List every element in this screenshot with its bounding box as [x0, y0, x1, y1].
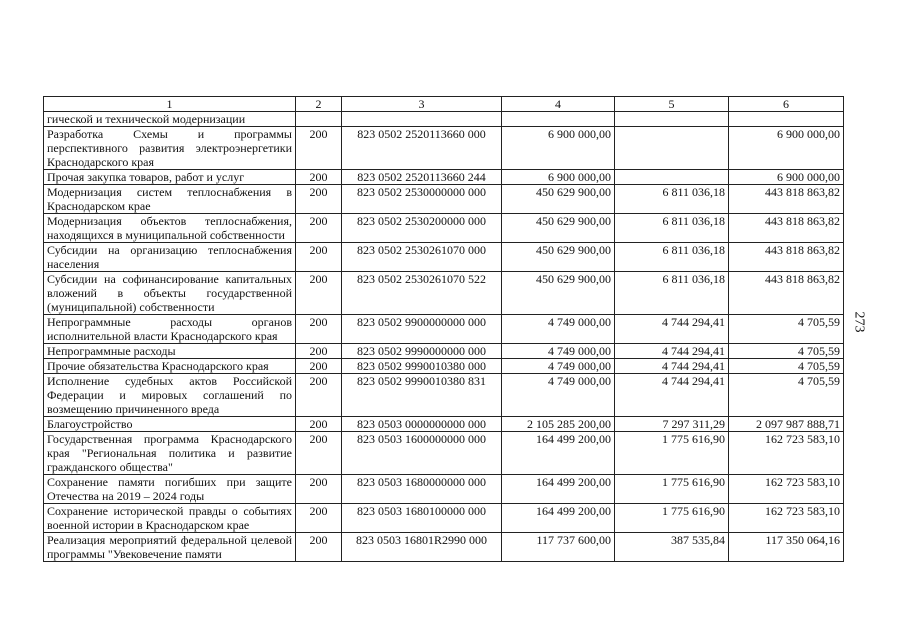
header-cell: 1: [44, 97, 296, 112]
item-name-cell: Прочие обязательства Краснодарского края: [44, 359, 296, 374]
table-row: [44, 344, 844, 359]
executed-amount-cell: 4 744 294,41: [615, 315, 729, 344]
type-code-cell: 200: [296, 243, 342, 272]
executed-amount-cell: 4 744 294,41: [615, 374, 729, 417]
classification-code-cell: 823 0502 2520113660 244: [342, 170, 502, 185]
item-name-cell: Исполнение судебных актов Российской Федерации и мировых соглашений по возмещению причиненного вреда: [44, 374, 296, 417]
table-row: [44, 127, 844, 170]
table-row: [44, 374, 844, 417]
type-code-cell: 200: [296, 272, 342, 315]
remainder-amount-cell: 162 723 583,10: [729, 432, 844, 475]
table-row: [44, 243, 844, 272]
table-row: [44, 112, 844, 127]
classification-code-cell: 823 0503 16801R2990 000: [342, 533, 502, 562]
table-row: [44, 432, 844, 475]
header-cell: 3: [342, 97, 502, 112]
remainder-amount-cell: 443 818 863,82: [729, 185, 844, 214]
plan-amount-cell: 117 737 600,00: [502, 533, 615, 562]
type-code-cell: 200: [296, 315, 342, 344]
table-row: [44, 533, 844, 562]
table-row: [44, 359, 844, 374]
classification-code-cell: 823 0502 2530261070 000: [342, 243, 502, 272]
item-name-cell: Субсидии на организацию теплоснабжения населения: [44, 243, 296, 272]
executed-amount-cell: 6 811 036,18: [615, 214, 729, 243]
page-number: 273: [851, 311, 867, 333]
type-code-cell: 200: [296, 504, 342, 533]
budget-table: [43, 96, 844, 562]
type-code-cell: 200: [296, 127, 342, 170]
classification-code-cell: 823 0503 1680100000 000: [342, 504, 502, 533]
plan-amount-cell: 4 749 000,00: [502, 374, 615, 417]
executed-amount-cell: 4 744 294,41: [615, 359, 729, 374]
executed-amount-cell: [615, 127, 729, 170]
remainder-amount-cell: 443 818 863,82: [729, 272, 844, 315]
plan-amount-cell: 164 499 200,00: [502, 432, 615, 475]
plan-amount-cell: 450 629 900,00: [502, 185, 615, 214]
plan-amount-cell: 450 629 900,00: [502, 272, 615, 315]
table-header-row: [44, 97, 844, 112]
item-name-cell: Разработка Схемы и программы перспективного развития электроэнергетики Краснодарского края: [44, 127, 296, 170]
remainder-amount-cell: 6 900 000,00: [729, 170, 844, 185]
classification-code-cell: 823 0503 0000000000 000: [342, 417, 502, 432]
executed-amount-cell: 6 811 036,18: [615, 185, 729, 214]
table-row: [44, 272, 844, 315]
header-cell: 5: [615, 97, 729, 112]
type-code-cell: 200: [296, 185, 342, 214]
plan-amount-cell: 6 900 000,00: [502, 170, 615, 185]
type-code-cell: 200: [296, 432, 342, 475]
executed-amount-cell: 6 811 036,18: [615, 243, 729, 272]
remainder-amount-cell: 443 818 863,82: [729, 214, 844, 243]
remainder-amount-cell: 443 818 863,82: [729, 243, 844, 272]
type-code-cell: 200: [296, 533, 342, 562]
header-cell: 2: [296, 97, 342, 112]
remainder-amount-cell: 6 900 000,00: [729, 127, 844, 170]
item-name-cell: Модернизация объектов теплоснабжения, находящихся в муниципальной собственности: [44, 214, 296, 243]
plan-amount-cell: 4 749 000,00: [502, 359, 615, 374]
type-code-cell: [296, 112, 342, 127]
type-code-cell: 200: [296, 374, 342, 417]
plan-amount-cell: 4 749 000,00: [502, 315, 615, 344]
type-code-cell: 200: [296, 417, 342, 432]
executed-amount-cell: [615, 170, 729, 185]
remainder-amount-cell: 117 350 064,16: [729, 533, 844, 562]
executed-amount-cell: 1 775 616,90: [615, 504, 729, 533]
executed-amount-cell: 7 297 311,29: [615, 417, 729, 432]
remainder-amount-cell: 4 705,59: [729, 359, 844, 374]
type-code-cell: 200: [296, 170, 342, 185]
remainder-amount-cell: 4 705,59: [729, 374, 844, 417]
remainder-amount-cell: 4 705,59: [729, 344, 844, 359]
classification-code-cell: 823 0502 2530261070 522: [342, 272, 502, 315]
item-name-cell: Государственная программа Краснодарского края "Региональная политика и развитие гражданского общества": [44, 432, 296, 475]
table-row: [44, 504, 844, 533]
plan-amount-cell: 4 749 000,00: [502, 344, 615, 359]
executed-amount-cell: [615, 112, 729, 127]
item-name-cell: Непрограммные расходы органов исполнительной власти Краснодарского края: [44, 315, 296, 344]
table-row: [44, 417, 844, 432]
executed-amount-cell: 6 811 036,18: [615, 272, 729, 315]
executed-amount-cell: 4 744 294,41: [615, 344, 729, 359]
executed-amount-cell: 1 775 616,90: [615, 475, 729, 504]
item-name-cell: Сохранение исторической правды о событиях военной истории в Краснодарском крае: [44, 504, 296, 533]
classification-code-cell: 823 0502 9900000000 000: [342, 315, 502, 344]
item-name-cell: Непрограммные расходы: [44, 344, 296, 359]
classification-code-cell: 823 0502 2520113660 000: [342, 127, 502, 170]
item-name-cell: Сохранение памяти погибших при защите Отечества на 2019 – 2024 годы: [44, 475, 296, 504]
plan-amount-cell: 450 629 900,00: [502, 243, 615, 272]
plan-amount-cell: 6 900 000,00: [502, 127, 615, 170]
classification-code-cell: 823 0502 9990010380 831: [342, 374, 502, 417]
plan-amount-cell: [502, 112, 615, 127]
table-row: [44, 475, 844, 504]
classification-code-cell: 823 0502 9990010380 000: [342, 359, 502, 374]
plan-amount-cell: 2 105 285 200,00: [502, 417, 615, 432]
type-code-cell: 200: [296, 359, 342, 374]
classification-code-cell: [342, 112, 502, 127]
executed-amount-cell: 387 535,84: [615, 533, 729, 562]
item-name-cell: Прочая закупка товаров, работ и услуг: [44, 170, 296, 185]
plan-amount-cell: 164 499 200,00: [502, 504, 615, 533]
type-code-cell: 200: [296, 344, 342, 359]
item-name-cell: Благоустройство: [44, 417, 296, 432]
executed-amount-cell: 1 775 616,90: [615, 432, 729, 475]
remainder-amount-cell: 4 705,59: [729, 315, 844, 344]
item-name-cell: Субсидии на софинансирование капитальных вложений в объекты государственной (муниципальной) собственности: [44, 272, 296, 315]
table-row: [44, 315, 844, 344]
plan-amount-cell: 450 629 900,00: [502, 214, 615, 243]
classification-code-cell: 823 0502 2530000000 000: [342, 185, 502, 214]
item-name-cell: гической и технической модернизации: [44, 112, 296, 127]
classification-code-cell: 823 0502 9990000000 000: [342, 344, 502, 359]
plan-amount-cell: 164 499 200,00: [502, 475, 615, 504]
table-row: [44, 170, 844, 185]
table-row: [44, 214, 844, 243]
header-cell: 6: [729, 97, 844, 112]
type-code-cell: 200: [296, 475, 342, 504]
remainder-amount-cell: 162 723 583,10: [729, 475, 844, 504]
table-row: [44, 185, 844, 214]
type-code-cell: 200: [296, 214, 342, 243]
classification-code-cell: 823 0503 1600000000 000: [342, 432, 502, 475]
header-cell: 4: [502, 97, 615, 112]
remainder-amount-cell: 2 097 987 888,71: [729, 417, 844, 432]
item-name-cell: Модернизация систем теплоснабжения в Краснодарском крае: [44, 185, 296, 214]
remainder-amount-cell: 162 723 583,10: [729, 504, 844, 533]
classification-code-cell: 823 0503 1680000000 000: [342, 475, 502, 504]
item-name-cell: Реализация мероприятий федеральной целевой программы "Увековечение памяти: [44, 533, 296, 562]
classification-code-cell: 823 0502 2530200000 000: [342, 214, 502, 243]
remainder-amount-cell: [729, 112, 844, 127]
